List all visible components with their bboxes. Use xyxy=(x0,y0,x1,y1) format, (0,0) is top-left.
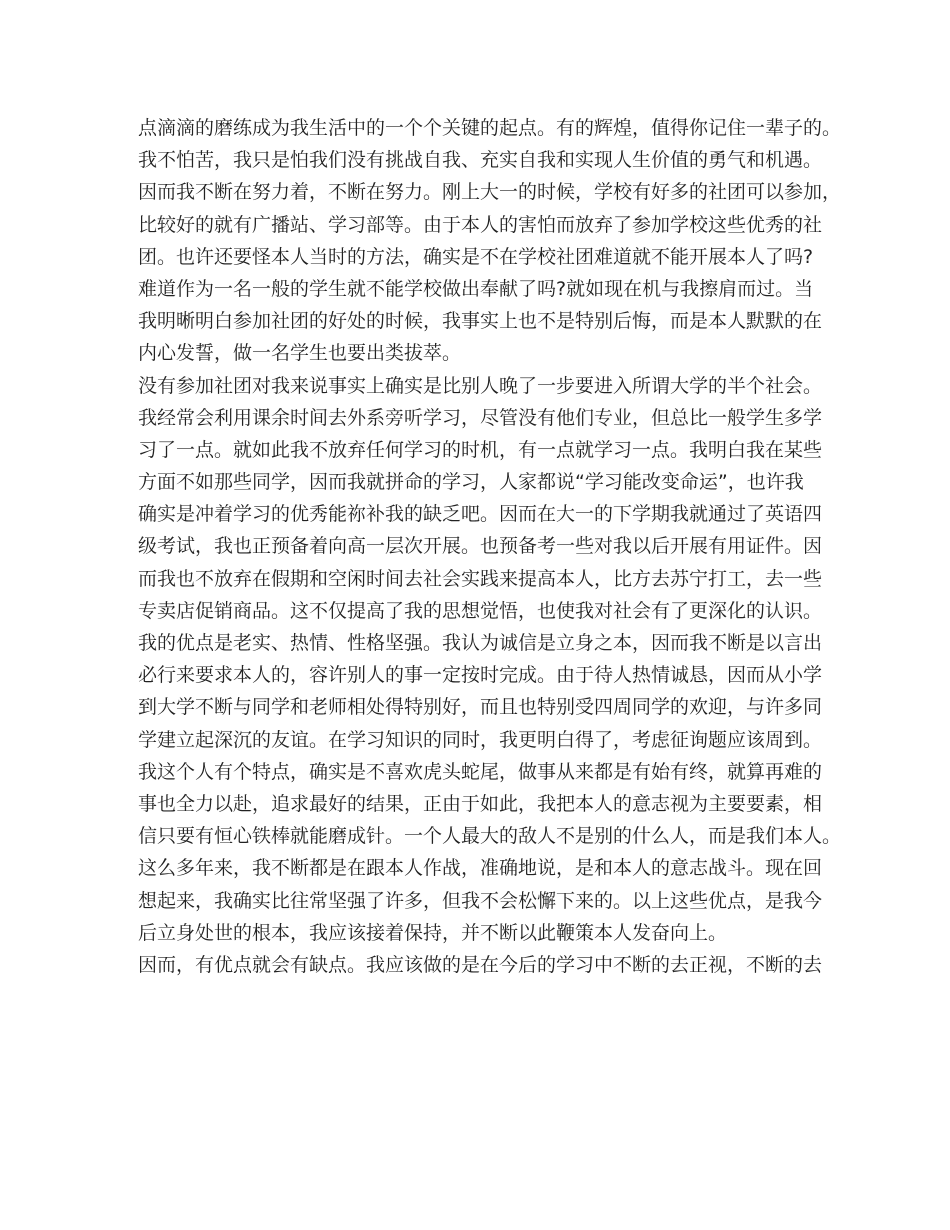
text-line: 学建立起深沉的友谊。在学习知识的同时，我更明白得了，考虑征询题应该周到。 xyxy=(138,728,823,751)
text-line: 因而我不断在努力着，不断在努力。刚上大一的时候，学校有好多的社团可以参加， xyxy=(138,181,842,204)
text-line: 到大学不断与同学和老师相处得特别好，而且也特别受四周同学的欢迎，与许多同 xyxy=(138,696,823,719)
document-body xyxy=(138,112,842,981)
text-line: 我不怕苦，我只是怕我们没有挑战自我、充实自我和实现人生价值的勇气和机遇。 xyxy=(138,149,823,172)
text-line: 事也全力以赴，追求最好的结果，正由于如此，我把本人的意志视为主要要素，相 xyxy=(138,792,823,815)
text-line: 专卖店促销商品。这不仅提高了我的思想觉悟，也使我对社会有了更深化的认识。 xyxy=(138,599,823,622)
text-line: 我这个人有个特点，确实是不喜欢虎头蛇尾，做事从来都是有始有终，就算再难的 xyxy=(138,760,823,783)
text-line: 想起来，我确实比往常坚强了许多，但我不会松懈下来的。以上这些优点，是我今 xyxy=(138,889,823,912)
text-line: 因而，有优点就会有缺点。我应该做的是在今后的学习中不断的去正视，不断的去 xyxy=(138,953,823,976)
text-line: 而我也不放弃在假期和空闲时间去社会实践来提高本人，比方去苏宁打工，去一些 xyxy=(138,567,823,590)
text-line: 我的优点是老实、热情、性格坚强。我认为诚信是立身之本，因而我不断是以言出 xyxy=(138,632,823,654)
text-line: 点滴滴的磨练成为我生活中的一个个关键的起点。有的辉煌，值得你记住一辈子的。 xyxy=(138,117,842,139)
text-line: 确实是冲着学习的优秀能祢补我的缺乏吧。因而在大一的下学期我就通过了英语四 xyxy=(138,503,823,526)
text-line: 团。也许还要怪本人当时的方法，确实是不在学校社团难道就不能开展本人了吗? xyxy=(138,245,814,268)
text-line: 级考试，我也正预备着向高一层次开展。也预备考一些对我以后开展有用证件。因 xyxy=(138,535,823,558)
text-line: 比较好的就有广播站、学习部等。由于本人的害怕而放弃了参加学校这些优秀的社 xyxy=(138,213,823,236)
text-line: 没有参加社团对我来说事实上确实是比别人晚了一步要进入所谓大学的半个社会。 xyxy=(138,374,823,397)
text-line: 难道作为一名一般的学生就不能学校做出奉献了吗?就如现在机与我擦肩而过。当 xyxy=(138,277,814,300)
text-line: 这么多年来，我不断都是在跟本人作战，准确地说，是和本人的意志战斗。现在回 xyxy=(138,857,823,880)
text-line: 我明晰明白参加社团的好处的时候，我事实上也不是特别后悔，而是本人默默的在 xyxy=(138,310,823,333)
text-line: 必行来要求本人的，容许别人的事一定按时完成。由于待人热情诚恳，因而从小学 xyxy=(138,664,823,687)
text-line: 我经常会利用课余时间去外系旁听学习，尽管没有他们专业，但总比一般学生多学 xyxy=(138,406,823,429)
text-line: 后立身处世的根本，我应该接着保持，并不断以此鞭策本人发奋向上。 xyxy=(138,921,728,944)
text-line: 内心发誓，做一名学生也要出类拔萃。 xyxy=(138,342,462,365)
text-line: 习了一点。就如此我不放弃任何学习的时机，有一点就学习一点。我明白我在某些 xyxy=(138,438,823,461)
text-line: 信只要有恒心铁棒就能磨成针。一个人最大的敌人不是别的什么人，而是我们本人。 xyxy=(138,825,842,848)
text-line: 方面不如那些同学，因而我就拼命的学习，人家都说“学习能改变命运”，也许我 xyxy=(138,471,804,494)
